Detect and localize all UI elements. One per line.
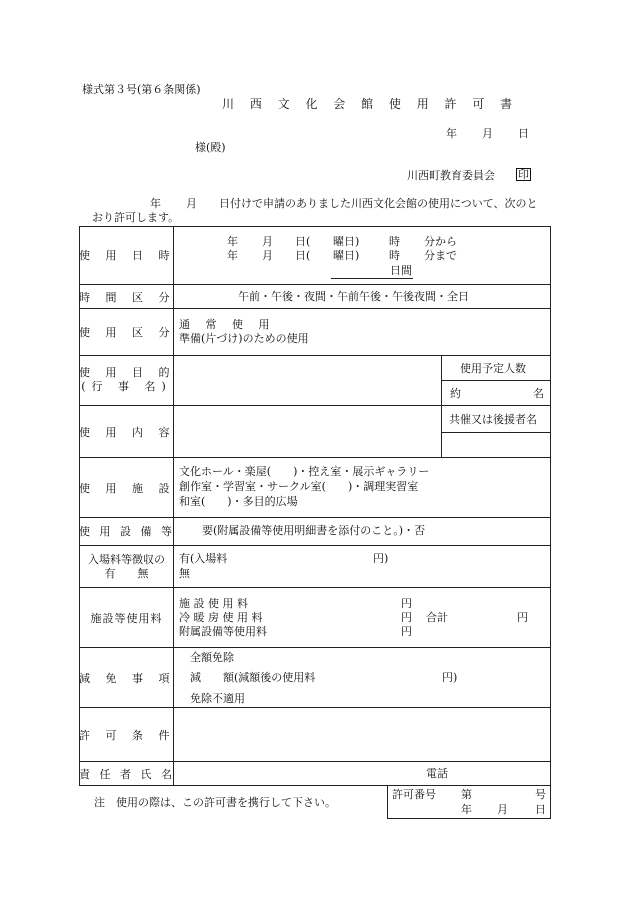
label-admission: 入場料等徴収の xyxy=(88,553,165,566)
label-usage-datetime: 使 用 日 時 xyxy=(79,249,176,262)
label-conditions: 許 可 条 件 xyxy=(79,729,176,742)
document-title: 川 西 文 化 会 館 使 用 許 可 書 xyxy=(222,97,519,111)
phone-label: 電話 xyxy=(426,767,448,780)
label-reduction: 減 免 事 項 xyxy=(79,672,176,685)
days-count: 日間 xyxy=(390,264,412,277)
label-equipment: 使 用 設 備 等 xyxy=(79,525,175,538)
fees-total-label: 合計 xyxy=(426,611,448,624)
label-facilities: 使 用 施 設 xyxy=(79,482,176,495)
recipient-honorific: 様(殿) xyxy=(195,141,226,154)
permit-number-label: 許可番号 xyxy=(392,788,436,801)
days-underline xyxy=(331,278,413,279)
form-number: 様式第３号(第６条関係) xyxy=(82,83,201,96)
usage-option-normal: 通 常 使 用 xyxy=(179,318,276,331)
label-admission-2: 有 無 xyxy=(104,567,149,580)
label-content: 使 用 内 容 xyxy=(79,426,176,439)
seal-mark: 印 xyxy=(518,168,529,181)
usage-note: 注 使用の際は、この許可書を携行して下さい。 xyxy=(94,796,336,809)
usage-option-preparation: 準備(片づけ)のための使用 xyxy=(179,332,309,345)
issuer-name: 川西町教育委員会 xyxy=(407,169,495,182)
label-event-name: (行 事 名) xyxy=(81,380,172,393)
label-responsible: 責 任 者 氏 名 xyxy=(79,768,175,781)
time-division-options: 午前・午後・夜間・午前午後・午後夜間・全日 xyxy=(238,290,469,303)
label-fees: 施設等使用料 xyxy=(90,612,163,625)
label-purpose: 使 用 目 的 xyxy=(79,366,176,379)
label-time-division: 時 間 区 分 xyxy=(79,291,176,304)
expected-count-label: 使用予定人数 xyxy=(460,362,526,375)
equipment-options: 要(附属設備等使用明細書を添付のこと。)・否 xyxy=(202,524,426,537)
sponsor-label: 共催又は後援者名 xyxy=(449,413,537,426)
label-usage-division: 使 用 区 分 xyxy=(79,326,176,339)
